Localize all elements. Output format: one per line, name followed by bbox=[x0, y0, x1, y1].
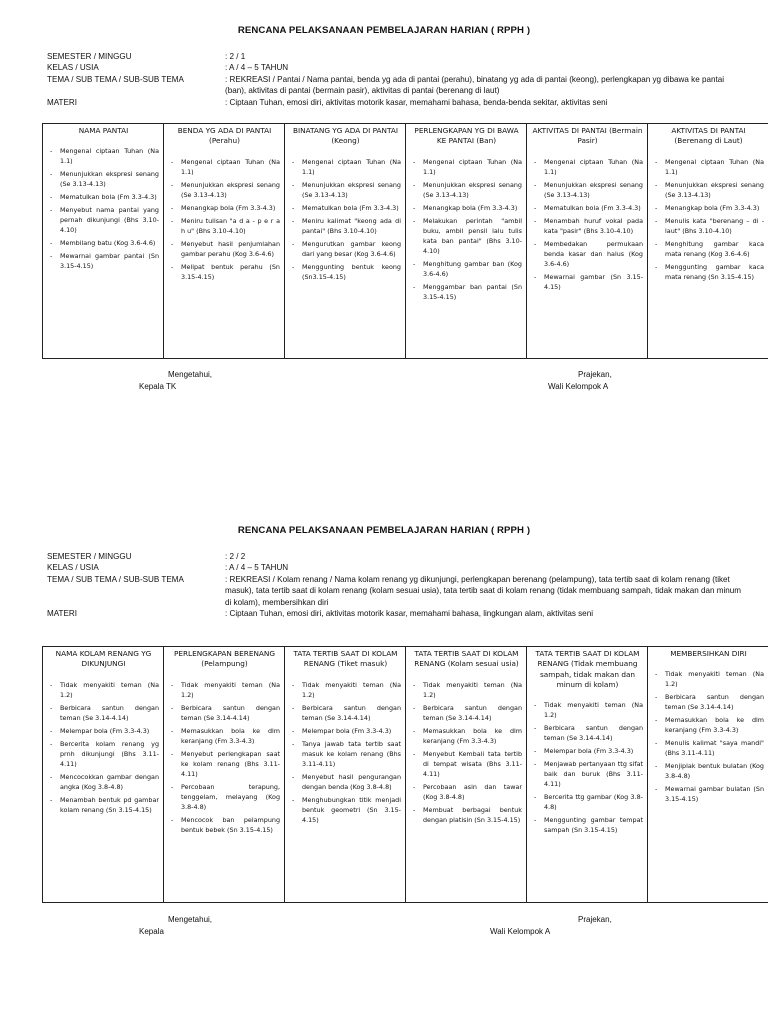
list-item: - Berbicara santun dengan teman (Se 3.14-4.14) bbox=[48, 703, 159, 723]
sign-left-bottom: Kepala TK bbox=[139, 382, 177, 391]
plan-meta bbox=[47, 551, 747, 619]
list-item: - Menunjukkan ekspresi senang (Se 3.13-4.13) bbox=[48, 169, 159, 189]
list-item: - Berbicara santun dengan teman (Se 3.14-4.14) bbox=[411, 703, 522, 723]
list-item: - Menghubungkan titik menjadi bentuk geometri (Sn 3.15-4.15) bbox=[290, 795, 401, 825]
list-item: - Mewarnai gambar (Sn 3.15-4.15) bbox=[532, 272, 643, 292]
list-item: - Menggambar ban pantai (Sn 3.15-4.15) bbox=[411, 282, 522, 302]
sign-left-top: Mengetahui, bbox=[168, 915, 213, 924]
list-item: - Melempar bola (Fm 3.3-4.3) bbox=[290, 726, 401, 736]
list-item: - Menggunting bentuk keong (Sn3.15-4.15) bbox=[290, 262, 401, 282]
sign-right-bottom: Wali Kelompok A bbox=[548, 382, 609, 391]
list-item: - Membuat berbagai bentuk dengan platisin (Sn 3.15-4.15) bbox=[411, 805, 522, 825]
table-column bbox=[285, 124, 406, 359]
meta-label: MATERI bbox=[47, 97, 77, 107]
table-column bbox=[527, 124, 648, 359]
list-item: - Menangkap bola (Fm 3.3-4.3) bbox=[653, 203, 764, 213]
list-item: - Menyebut hasil penjumlahan gambar perahu (Kog 3.6-4.6) bbox=[169, 239, 280, 259]
list-item: - Menyebut perlengkapan saat ke kolam renang (Bhs 3.11-4.11) bbox=[169, 749, 280, 779]
meta-label: MATERI bbox=[47, 609, 77, 619]
list-item: - Menjawab pertanyaan ttg sifat baik dan buruk (Bhs 3.11-4.11) bbox=[532, 759, 643, 789]
list-item: - Menunjukkan ekspresi senang (Se 3.13-4.13) bbox=[653, 180, 764, 200]
table-column bbox=[285, 647, 406, 903]
meta-tema bbox=[47, 74, 747, 97]
list-item: - Menunjukkan ekspresi senang (Se 3.13-4.13) bbox=[169, 180, 280, 200]
table-column bbox=[648, 124, 768, 359]
list-item: - Memasukkan bola ke dlm keranjang (Fm 3.3-4.3) bbox=[169, 726, 280, 746]
list-item: - Tidak menyakiti teman (Na 1.2) bbox=[411, 680, 522, 700]
list-item: - Tanya jawab tata tertib saat masuk ke kolam renang (Bhs 3.11-4.11) bbox=[290, 739, 401, 769]
table-column bbox=[648, 647, 768, 903]
list-item: - Bercerita kolam renang yg prnh dikunjungi (Bhs 3.11-4.11) bbox=[48, 739, 159, 769]
list-item: - Mengurutkan gambar keong dari yang besar (Kog 3.6-4.6) bbox=[290, 239, 401, 259]
list-item: - Mengenal ciptaan Tuhan (Na 1.1) bbox=[411, 157, 522, 177]
list-item: - Menangkap bola (Fm 3.3-4.3) bbox=[411, 203, 522, 213]
list-item: - Meniru kalimat "keong ada di pantai" (Bhs 3.10-4.10) bbox=[290, 216, 401, 236]
list-item: - Berbicara santun dengan teman (Se 3.14-4.14) bbox=[169, 703, 280, 723]
table-column bbox=[406, 647, 527, 903]
column-title: TATA TERTIB SAAT DI KOLAM RENANG (Tidak membuang sampah, tidak makan dan minum di kolam) bbox=[535, 649, 640, 689]
table-column bbox=[164, 647, 285, 903]
list-item: - Mematulkan bola (Fm 3.3-4.3) bbox=[48, 192, 159, 202]
plan-table bbox=[42, 123, 768, 359]
plan-title: RENCANA PELAKSANAAN PEMBELAJARAN HARIAN ( RPPH ) bbox=[237, 25, 531, 36]
meta-label: TEMA / SUB TEMA / SUB-SUB TEMA bbox=[47, 574, 184, 584]
list-item: - Berbicara santun dengan teman (Se 3.14-4.14) bbox=[653, 692, 764, 712]
meta-materi bbox=[47, 608, 747, 619]
list-item: - Mengenal ciptaan Tuhan (Na 1.1) bbox=[653, 157, 764, 177]
meta-label: SEMESTER / MINGGU bbox=[47, 552, 132, 561]
list-item: - Melipat bentuk perahu (Sn 3.15-4.15) bbox=[169, 262, 280, 282]
list-item: - Berbicara santun dengan teman (Se 3.14-4.14) bbox=[290, 703, 401, 723]
list-item: - Membilang batu (Kog 3.6-4.6) bbox=[48, 238, 159, 248]
meta-semester bbox=[47, 51, 747, 62]
list-item: - Menyebut nama pantai yang pernah dikunjungi (Bhs 3.10-4.10) bbox=[48, 205, 159, 235]
column-title: MEMBERSIHKAN DIRI bbox=[670, 649, 747, 658]
list-item: - Melempar bola (Fm 3.3-4.3) bbox=[48, 726, 159, 736]
list-item: - Memasukkan bola ke dlm keranjang (Fm 3.3-4.3) bbox=[411, 726, 522, 746]
list-item: - Percobaan asin dan tawar (Kog 3.8-4.8) bbox=[411, 782, 522, 802]
meta-materi bbox=[47, 97, 747, 108]
table-column bbox=[527, 647, 648, 903]
meta-value: : 2 / 1 bbox=[225, 52, 246, 61]
list-item: - Meniru tulisan "a d a - p e r a h u" (Bhs 3.10-4.10) bbox=[169, 216, 280, 236]
column-title: BINATANG YG ADA DI PANTAI (Keong) bbox=[292, 126, 399, 146]
list-item: - Menunjukkan ekspresi senang (Se 3.13-4.13) bbox=[290, 180, 401, 200]
list-item: - Membedakan permukaan benda kasar dan halus (Kog 3.6-4.6) bbox=[532, 239, 643, 269]
list-item: - Menulis kalimat "saya mandi" (Bhs 3.11-4.11) bbox=[653, 738, 764, 758]
column-title: TATA TERTIB SAAT DI KOLAM RENANG (Tiket masuk) bbox=[293, 649, 398, 669]
list-item: - Menghitung gambar ban (Kog 3.6-4.6) bbox=[411, 259, 522, 279]
list-item: - Menghitung gambar kaca mata renang (Kog 3.6-4.6) bbox=[653, 239, 764, 259]
list-item: - Menulis kata "berenang – di - laut" (Bhs 3.10-4.10) bbox=[653, 216, 764, 236]
meta-tema bbox=[47, 574, 747, 608]
table-column bbox=[406, 124, 527, 359]
list-item: - Mengenal ciptaan Tuhan (Na 1.1) bbox=[169, 157, 280, 177]
sign-left-bottom: Kepala bbox=[139, 927, 164, 936]
list-item: - Tidak menyakiti teman (Na 1.2) bbox=[532, 700, 643, 720]
meta-value: : 2 / 2 bbox=[225, 552, 246, 561]
column-title: BENDA YG ADA DI PANTAI (Perahu) bbox=[177, 126, 272, 146]
meta-kelas bbox=[47, 562, 747, 573]
list-item: - Menjiplak bentuk bulatan (Kog 3.8-4.8) bbox=[653, 761, 764, 781]
list-item: - Melakukan perintah "ambil buku, ambil pensil lalu tulis kata ban pantai" (Bhs 3.10-4.10) bbox=[411, 216, 522, 256]
plan-meta bbox=[47, 51, 747, 108]
meta-value: : Ciptaan Tuhan, emosi diri, aktivitas motorik kasar, memahami bahasa, lingkungan alam, aktivitas seni bbox=[225, 609, 593, 619]
column-title: NAMA KOLAM RENANG YG DIKUNJUNGI bbox=[55, 649, 152, 669]
sign-left-top: Mengetahui, bbox=[168, 370, 213, 379]
list-item: - Bercerita ttg gambar (Kog 3.8-4.8) bbox=[532, 792, 643, 812]
table-column bbox=[164, 124, 285, 359]
plan-table bbox=[42, 646, 768, 903]
list-item: - Mewarnai gambar bulatan (Sn 3.15-4.15) bbox=[653, 784, 764, 804]
column-title: PERLENGKAPAN BERENANG (Pelampung) bbox=[173, 649, 276, 669]
meta-value: : Ciptaan Tuhan, emosi diri, aktivitas motorik kasar, memahami bahasa, benda-benda sekitar, aktivitas seni bbox=[225, 97, 608, 107]
table-column bbox=[43, 647, 164, 903]
list-item: - Berbicara santun dengan teman (Se 3.14-4.14) bbox=[532, 723, 643, 743]
column-title: AKTIVITAS DI PANTAI (Bermain Pasir) bbox=[532, 126, 643, 146]
list-item: - Tidak menyakiti teman (Na 1.2) bbox=[169, 680, 280, 700]
list-item: - Mengenal ciptaan Tuhan (Na 1.1) bbox=[532, 157, 643, 177]
list-item: - Mengenal ciptaan Tuhan (Na 1.1) bbox=[48, 146, 159, 166]
meta-label: KELAS / USIA bbox=[47, 63, 99, 73]
list-item: - Mengenal ciptaan Tuhan (Na 1.1) bbox=[290, 157, 401, 177]
list-item: - Menyebut hasil pengurangan dengan benda (Kog 3.8-4.8) bbox=[290, 772, 401, 792]
list-item: - Tidak menyakiti teman (Na 1.2) bbox=[48, 680, 159, 700]
list-item: - Mencocok ban pelampung bentuk bebek (Sn 3.15-4.15) bbox=[169, 815, 280, 835]
meta-value: : REKREASI / Kolam renang / Nama kolam renang yg dikunjungi, perlengkapan berenang (pelampung), tata tertib saat di kolam renang (tiket masuk), tata tertib saat di kolam renang (kolam sesuai usia), tata tertib saat di kolam renang (tidak membuang sampah, tidak makan dan minum di kolam), membersihkan diri bbox=[225, 574, 742, 607]
list-item: - Mematulkan bola (Fm 3.3-4.3) bbox=[532, 203, 643, 213]
list-item: - Menambah bentuk pd gambar kolam renang (Sn 3.15-4.15) bbox=[48, 795, 159, 815]
meta-kelas bbox=[47, 62, 747, 73]
column-title: PERLENGKAPAN YG DI BAWA KE PANTAI (Ban) bbox=[414, 126, 519, 146]
meta-value: : A / 4 – 5 TAHUN bbox=[225, 563, 289, 573]
column-title: NAMA PANTAI bbox=[78, 126, 129, 135]
meta-value: : A / 4 – 5 TAHUN bbox=[225, 63, 289, 73]
column-title: AKTIVITAS DI PANTAI (Berenang di Laut) bbox=[671, 126, 746, 146]
sign-right-top: Prajekan, bbox=[578, 370, 612, 379]
list-item: - Menunjukkan ekspresi senang (Se 3.13-4.13) bbox=[532, 180, 643, 200]
list-item: - Memasukkan bola ke dlm keranjang (Fm 3.3-4.3) bbox=[653, 715, 764, 735]
meta-label: TEMA / SUB TEMA / SUB-SUB TEMA bbox=[47, 74, 184, 84]
meta-semester bbox=[47, 551, 747, 562]
list-item: - Menyebut Kembali tata tertib di tempat wisata (Bhs 3.11-4.11) bbox=[411, 749, 522, 779]
meta-label: SEMESTER / MINGGU bbox=[47, 52, 132, 61]
column-title: TATA TERTIB SAAT DI KOLAM RENANG (Kolam sesuai usia) bbox=[414, 649, 519, 669]
plan-title: RENCANA PELAKSANAAN PEMBELAJARAN HARIAN ( RPPH ) bbox=[237, 525, 531, 536]
sign-right-bottom: Wali Kelompok A bbox=[490, 927, 551, 936]
list-item: - Tidak menyakiti teman (Na 1.2) bbox=[290, 680, 401, 700]
list-item: - Menggunting gambar kaca mata renang (Sn 3.15-4.15) bbox=[653, 262, 764, 282]
meta-value: : REKREASI / Pantai / Nama pantai, benda yg ada di pantai (perahu), binatang yg ada di pantai (keong), perlengkapan yg dibawa ke pantai (ban), aktivitas di pantai (bermain pasir), aktivitas di pantai (berenang di laut) bbox=[225, 74, 724, 96]
list-item: - Percobaan terapung, tenggelam, melayang (Kog 3.8-4.8) bbox=[169, 782, 280, 812]
list-item: - Tidak menyakiti teman (Na 1.2) bbox=[653, 669, 764, 689]
list-item: - Menangkap bola (Fm 3.3-4.3) bbox=[169, 203, 280, 213]
meta-label: KELAS / USIA bbox=[47, 563, 99, 573]
list-item: - Mematulkan bola (Fm 3.3-4.3) bbox=[290, 203, 401, 213]
list-item: - Mencocokkan gambar dengan angka (Kog 3.8-4.8) bbox=[48, 772, 159, 792]
list-item: - Menggunting gambar tempat sampah (Sn 3.15-4.15) bbox=[532, 815, 643, 835]
list-item: - Menambah huruf vokal pada kata "pasir" (Bhs 3.10-4.10) bbox=[532, 216, 643, 236]
table-column bbox=[43, 124, 164, 359]
list-item: - Menunjukkan ekspresi senang (Se 3.13-4.13) bbox=[411, 180, 522, 200]
list-item: - Mewarnai gambar pantai (Sn 3.15-4.15) bbox=[48, 251, 159, 271]
sign-right-top: Prajekan, bbox=[578, 915, 612, 924]
list-item: - Melempar bola (Fm 3.3-4.3) bbox=[532, 746, 643, 756]
